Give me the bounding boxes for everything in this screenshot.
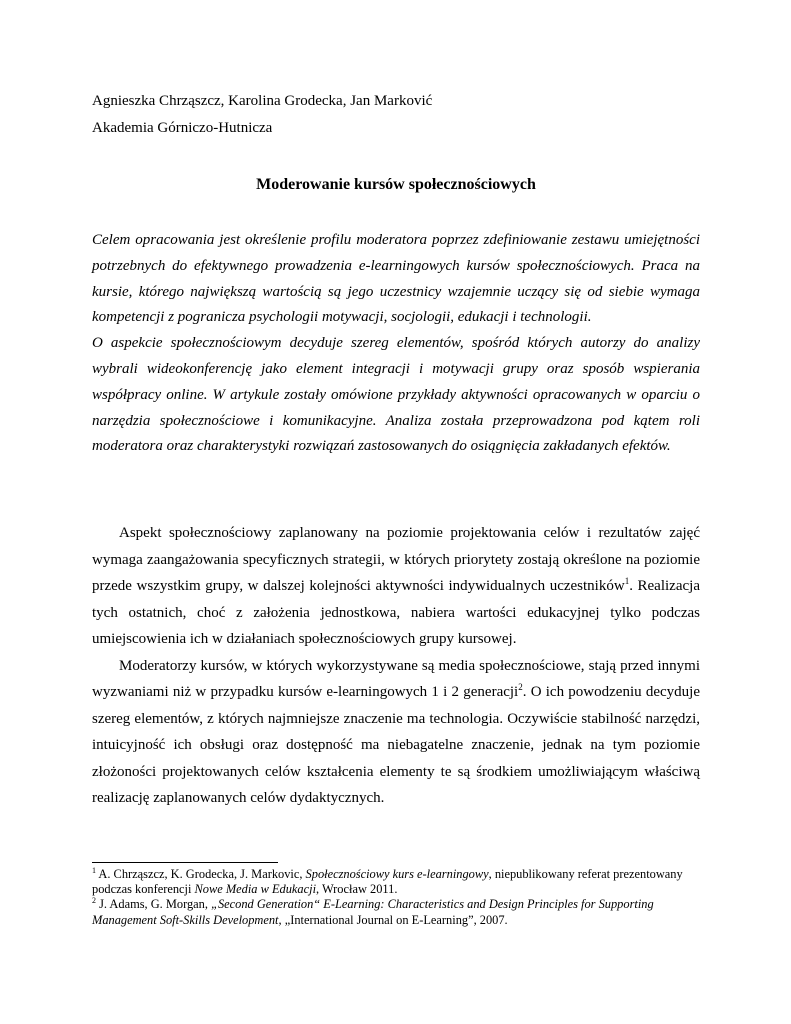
body-paragraph-1-text-a: Aspekt społecznościowy zaplanowany na poziomie projektowania celów i rezultatów zajęć wymaga zaangażowania specyficznych strategii, w których priorytety zostają określone na poziomie przede wszystkim grupy, w dalszej kolejności aktywności indywidualnych uczestników	[92, 525, 700, 594]
abstract-paragraph-2: O aspekcie społecznościowym decyduje szereg elementów, spośród których autorzy do analizy wybrali wideokonferencję jako element integracji i motywacji grupy oraz sposób wspierania współpracy online. W artykule zostały omówione przykłady aktywności opracowanych w oparciu o narzędzia społecznościowe i komunikacyjne. Analiza została przeprowadzona pod kątem roli moderatora oraz charakterystyki rozwiązań zastosowanych do osiągnięcia zakładanych efektów.	[92, 335, 700, 455]
footnote-1-title: Społecznościowy kurs e-learningowy	[305, 867, 489, 881]
affiliation: Akademia Górniczo-Hutnicza	[92, 120, 273, 136]
footnote-2-pre: J. Adams, G. Morgan,	[96, 897, 212, 912]
footnote-1-post: , Wrocław 2011.	[316, 882, 398, 897]
body-paragraph-1	[92, 520, 700, 653]
footnote-2-mark: 2	[92, 896, 96, 906]
footnote-2-post: „International Journal on E-Learning”, 2007.	[284, 912, 508, 927]
footnote-2	[92, 897, 700, 927]
footnote-1	[92, 867, 700, 897]
footnote-ref-1: 1	[624, 576, 630, 586]
body-text	[92, 520, 700, 812]
abstract-paragraph-1: Celem opracowania jest określenie profilu moderatora poprzez zdefiniowanie zestawu umiejętności potrzebnych do efektywnego prowadzenia e-learningowych kursów społecznościowych. Praca na kursie, którego największą wartością są jego uczestnicy wzajemnie uczący się od siebie wymaga kompetencji z pogranicza psychologii motywacji, socjologii, edukacji i technologii.	[92, 232, 700, 326]
body-paragraph-2-text-b: . O ich powodzeniu decyduje szereg elementów, z których najmniejsze znaczenie ma technologia. Oczywiście stabilność narzędzi, intuicyjność ich obsługi oraz dostępność ma niebagatelne znaczenie, jednak na tym poziomie złożoności projektowanych celów kształcenia elementy te są środkiem umożliwiającym właściwą realizację zaplanowanych celów dydaktycznych.	[92, 684, 700, 806]
footnote-1-mark: 1	[92, 866, 96, 875]
footnote-1-pre: A. Chrząszcz, K. Grodecka, J. Markovic,	[96, 867, 306, 881]
footnotes	[92, 867, 700, 928]
footnote-ref-2: 2	[518, 682, 523, 692]
body-paragraph-1-text-b: . Realizacja tych ostatnich, choć z założenia jednostkowa, nabiera wartości edukacyjnej tylko podczas umiejscowienia ich w działaniach społecznościowych grupy kursowej.	[92, 578, 700, 647]
authors: Agnieszka Chrząszcz, Karolina Grodecka, Jan Marković	[92, 93, 433, 109]
abstract	[92, 228, 700, 460]
footnote-1-conference: Nowe Media w Edukacji	[194, 882, 317, 897]
paper-title: Moderowanie kursów społecznościowych	[256, 176, 536, 193]
body-paragraph-2	[92, 653, 700, 812]
footnote-2-title: „Second Generation“ E-Learning: Characteristics and Design Principles for Supporting Management Soft-Skills Development,	[92, 897, 654, 927]
body-paragraph-2-text-a: Moderatorzy kursów, w których wykorzystywane są media społecznościowe, stają przed innymi wyzwaniami niż w przypadku kursów e-learningowych 1 i 2 generacji	[92, 657, 700, 700]
footnote-separator	[92, 862, 278, 863]
footnote-1-mid: , niepublikowany referat prezentowany podczas konferencji	[92, 867, 683, 897]
